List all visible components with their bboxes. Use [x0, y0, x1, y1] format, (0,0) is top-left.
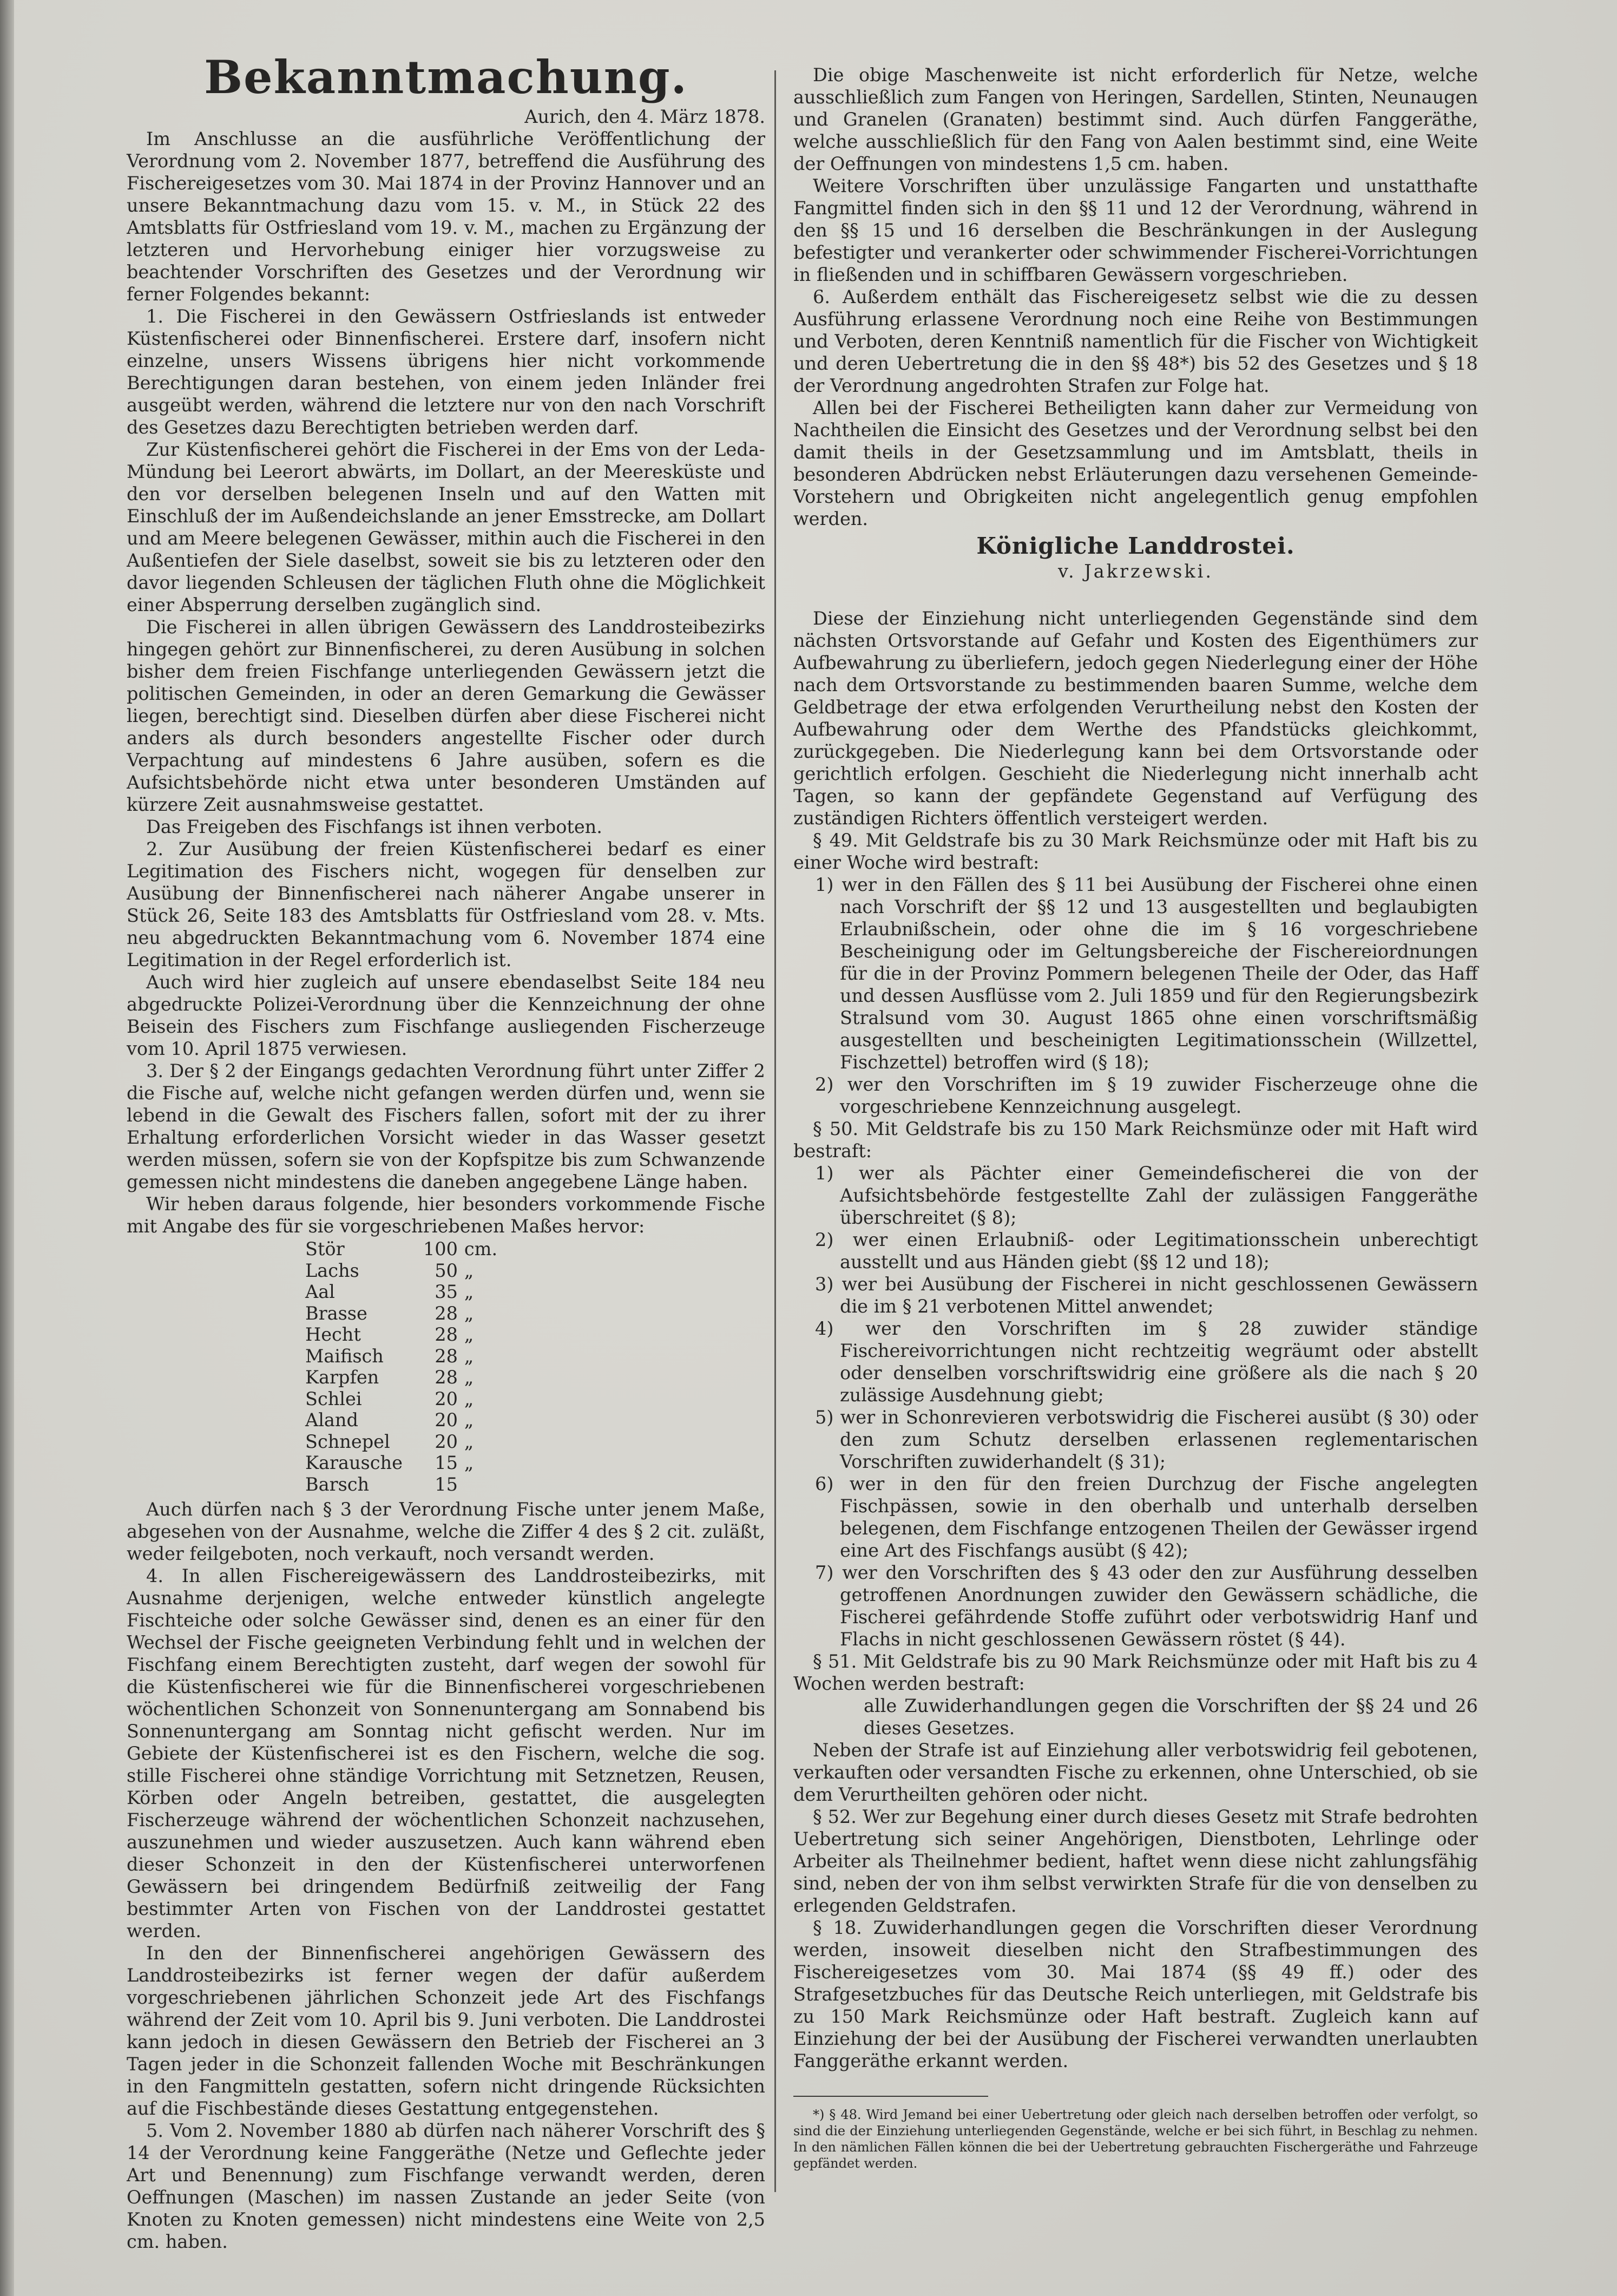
fish-unit: „	[464, 1259, 474, 1281]
signature-organization: Königliche Landdrostei.	[976, 533, 1295, 559]
table-row	[305, 1452, 504, 1474]
footnote-divider	[793, 2096, 988, 2097]
list-item: 5) wer in Schonrevieren verbotswidrig die Fischerei ausübt (§ 30) oder den zum Schutz derselben erlassenen reglementarischen Vorschriften zuwiderhandelt (§ 31);	[815, 1407, 1478, 1472]
table-row	[305, 1474, 504, 1495]
paragraph: § 50. Mit Geldstrafe bis zu 150 Mark Reichsmünze oder mit Haft wird bestraft:	[793, 1118, 1478, 1162]
table-row	[305, 1367, 504, 1388]
fish-unit: „	[464, 1452, 474, 1473]
list-item: 1) wer in den Fällen des § 11 bei Ausübung der Fischerei ohne einen nach Vorschrift der §§ 12 und 13 ausgestellten und beglaubigten Erlaubnißschein, oder ohne die im § 16 vorgeschriebene Bescheinigung oder im Geltungsbereiche der Fischereiordnungen für die in der Provinz Pommern belegenen Theile der Oder, das Haff und dessen Ausflüsse vom 2. Juli 1859 und für den Regierungsbezirk Stralsund vom 30. August 1865 ohne einen vorschriftsmäßig ausgestellten und bescheinigten Legitimationsschein (Willzettel, Fischzettel) betroffen wird (§ 18);	[815, 874, 1478, 1073]
paragraph: Allen bei der Fischerei Betheiligten kann daher zur Vermeidung von Nachtheilen die Einsicht des Gesetzes und der Verordnung selbst bei den damit theils in der Gesetzsammlung und im Amtsblatt, theils in besonderen Abdrücken nebst Erläuterungen dazu versehenen Gemeinde-Vorstehern und Obrigkeiten nicht angelegentlich genug empfohlen werden.	[793, 397, 1478, 529]
table-row	[305, 1324, 504, 1346]
table-row	[305, 1409, 504, 1431]
list-item: 6) wer in den für den freien Durchzug der Fische angelegten Fischpässen, sowie in den oberhalb und unterhalb derselben belegenen, dem Fischfange entzogenen Theilen der Gewässer irgend eine Art des Fischfangs ausübt (§ 42);	[815, 1473, 1478, 1561]
paragraph: Im Anschlusse an die ausführliche Veröffentlichung der Verordnung vom 2. November 1877, betreffend die Ausführung des Fischereigesetzes vom 30. Mai 1874 in der Provinz Hannover und an unsere Bekanntmachung dazu vom 15. v. M., in Stück 22 des Amtsblatts für Ostfriesland vom 19. v. M., machen zu Ergänzung der letzteren und Hervorhebung einiger hier vorzugsweise zu beachtender Vorschriften des Gesetzes und der Verordnung wir ferner Folgendes bekannt:	[127, 128, 765, 305]
paragraph: In den der Binnenfischerei angehörigen Gewässern des Landdrosteibezirks ist ferner wegen der dafür außerdem vorgeschriebenen jährlichen Schonzeit jede Art des Fischfangs während der Zeit vom 10. April bis 9. Juni verboten. Die Landdrostei kann jedoch in diesen Gewässern den Betrieb der Fischerei an 3 Tagen jeder in die Schonzeit fallenden Woche mit Beschränkungen in den Fangmitteln gestatten, sofern nicht dringende Rücksichten auf die Fischbestände dieses Gestattung entgegenstehen.	[127, 1943, 765, 2119]
paragraph: Das Freigeben des Fischfangs ist ihnen verboten.	[146, 816, 602, 837]
paragraph: Weitere Vorschriften über unzulässige Fangarten und unstatthafte Fangmittel finden sich in den §§ 11 und 12 der Verordnung, während in den §§ 15 und 16 derselben die Beschränkungen in der Auslegung befestigter und verankerter oder schwimmender Fischerei-Vorrichtungen in fließenden und in schiffbaren Gewässern vorgeschrieben.	[793, 175, 1478, 285]
paragraph: Die Fischerei in allen übrigen Gewässern des Landdrosteibezirks hingegen gehört zur Binnenfischerei, zu deren Ausübung in solchen bisher dem freien Fischfange unterliegenden Gewässern jetzt die politischen Gemeinden, in oder an deren Gemarkung die Gewässer liegen, berechtigt sind. Dieselben dürfen aber diese Fischerei nicht anders als durch besonders angestellte Fischer oder durch Verpachtung auf mindestens 6 Jahre ausüben, sofern es die Aufsichtsbehörde nicht etwa unter besonderen Umständen auf kürzere Zeit ausnahmsweise gestattet.	[127, 616, 765, 815]
fish-name: Karpfen	[305, 1367, 379, 1388]
table-row	[305, 1388, 504, 1410]
fish-unit: „	[464, 1281, 474, 1302]
paragraph: Wir heben daraus folgende, hier besonders vorkommende Fische mit Angabe des für sie vorgeschriebenen Maßes hervor:	[127, 1193, 765, 1237]
fish-name: Aland	[305, 1409, 358, 1431]
list-item: 3) wer bei Ausübung der Fischerei in nicht geschlossenen Gewässern die im § 21 verbotenen Mittel anwendet;	[815, 1274, 1478, 1317]
fish-name: Maifisch	[305, 1345, 384, 1367]
table-row	[305, 1260, 504, 1282]
fish-name: Schnepel	[305, 1431, 390, 1452]
fish-size: 100	[423, 1238, 458, 1259]
list-item: 1) wer als Pächter einer Gemeindefischerei die von der Aufsichtsbehörde festgestellte Zahl der zulässigen Fanggeräthe überschreitet (§ 8);	[815, 1163, 1478, 1228]
table-row	[305, 1303, 504, 1324]
paragraph: § 51. Mit Geldstrafe bis zu 90 Mark Reichsmünze oder mit Haft bis zu 4 Wochen werden bestraft:	[793, 1651, 1478, 1694]
fish-size: 20	[435, 1388, 458, 1409]
table-row	[305, 1281, 504, 1303]
fish-unit	[464, 1474, 504, 1495]
left-column	[127, 51, 765, 2253]
paragraph: Neben der Strafe ist auf Einziehung aller verbotswidrig feil gebotenen, verkauften oder versandten Fische zu erkennen, ohne Unterschied, ob sie dem Verurtheilten gehören oder nicht.	[793, 1740, 1478, 1805]
paragraph: Auch dürfen nach § 3 der Verordnung Fische unter jenem Maße, abgesehen von der Ausnahme, welche die Ziffer 4 des § 2 cit. zuläßt, weder feilgeboten, noch verkauft, noch versandt werden.	[127, 1499, 765, 1564]
fish-name: Aal	[305, 1281, 335, 1302]
page-edge	[0, 0, 14, 2296]
dateline: Aurich, den 4. März 1878.	[524, 106, 765, 127]
fish-unit: „	[464, 1367, 474, 1388]
list-item: alle Zuwiderhandlungen gegen die Vorschriften der §§ 24 und 26 dieses Gesetzes.	[864, 1695, 1478, 1739]
signature-name: v. Jakrzewski.	[1058, 561, 1213, 582]
fish-name: Brasse	[305, 1302, 367, 1324]
fish-size: 15	[435, 1473, 458, 1495]
fish-unit: „	[464, 1324, 474, 1345]
paragraph: 3. Der § 2 der Eingangs gedachten Verordnung führt unter Ziffer 2 die Fische auf, welche nicht gefangen werden dürfen und, wenn sie lebend in die Gewalt des Fischers fallen, sofort mit der zu ihrer Erhaltung erforderlichen Vorsicht wieder in das Wasser gesetzt werden müssen, sofern sie von der Kopfspitze bis zum Schwanzende gemessen nicht mindestens die daneben angegebene Länge haben.	[127, 1060, 765, 1192]
newspaper-page	[14, 0, 1617, 2296]
fish-size-table	[305, 1238, 504, 1495]
paragraph: 1. Die Fischerei in den Gewässern Ostfrieslands ist entweder Küstenfischerei oder Binnenfischerei. Erstere darf, insofern nicht einzelne, unsers Wissens übrigens hier nicht vorkommende Berechtigungen daran bestehen, von einem jeden Inländer frei ausgeübt werden, während die letztere nur von den nach Vorschrift des Gesetzes dazu Berechtigten betrieben werden darf.	[127, 306, 765, 438]
list-item: 4) wer den Vorschriften im § 28 zuwider ständige Fischereivorrichtungen nicht rechtzeitig wegräumt oder abstellt oder denselben vorschriftswidrig eine größere als die nach § 20 zulässige Ausdehnung giebt;	[815, 1318, 1478, 1406]
table-row	[305, 1346, 504, 1367]
column-divider	[774, 70, 776, 2192]
fish-name: Schlei	[305, 1388, 362, 1409]
list-item: 7) wer den Vorschriften des § 43 oder den zur Ausführung desselben getroffenen Anordnungen zuwider den Gewässern schädliche, die Fischerei gefährdende Stoffe zuführt oder verbotswidrig Hanf und Flachs in nicht geschlossenen Gewässern röstet (§ 44).	[815, 1562, 1478, 1650]
paragraph: 5. Vom 2. November 1880 ab dürfen nach näherer Vorschrift des § 14 der Verordnung keine Fanggeräthe (Netze und Geflechte jeder Art und Benennung) zum Fischfange verwandt werden, deren Oeffnungen (Maschen) im nassen Zustande an jeder Seite (von Knoten zu Knoten gemessen) nicht mindestens eine Weite von 2,5 cm. haben.	[127, 2120, 765, 2252]
list-item: 2) wer einen Erlaubniß- oder Legitimationsschein unberechtigt ausstellt und aus Händen giebt (§§ 12 und 18);	[815, 1229, 1478, 1272]
fish-unit: „	[464, 1431, 474, 1452]
paragraph: 6. Außerdem enthält das Fischereigesetz selbst wie die zu dessen Ausführung erlassene Verordnung noch eine Reihe von Bestimmungen und Verboten, deren Kenntniß namentlich für die Fischer von Wichtigkeit und deren Uebertretung die in den §§ 48*) bis 52 des Gesetzes und § 18 der Verordnung angedrohten Strafen zur Folge hat.	[793, 286, 1478, 396]
fish-size: 28	[435, 1367, 458, 1388]
fish-size: 35	[435, 1281, 458, 1302]
fish-name: Stör	[305, 1238, 345, 1259]
fish-unit: „	[464, 1388, 474, 1409]
fish-name: Hecht	[305, 1324, 361, 1345]
fish-unit: „	[464, 1345, 474, 1367]
fish-unit: „	[464, 1409, 474, 1431]
fish-name: Karausche	[305, 1452, 403, 1473]
table-row	[305, 1431, 504, 1453]
list-item: 2) wer den Vorschriften im § 19 zuwider Fischerzeuge ohne die vorgeschriebene Kennzeichnung ausgelegt.	[815, 1074, 1478, 1117]
paragraph: 4. In allen Fischereigewässern des Landdrosteibezirks, mit Ausnahme derjenigen, welche entweder künstlich angelegte Fischteiche oder solche Gewässer sind, denen es an einer für den Wechsel der Fische geeigneten Verbindung fehlt und in welchen der Fischfang einem Berechtigten zusteht, darf wegen der sowohl für die Küstenfischerei wie für die Binnenfischerei vorgeschriebenen wöchentlichen Schonzeit von Sonnenuntergang am Sonnabend bis Sonnenuntergang am Sonntag nicht gefischt werden. Nur im Gebiete der Küstenfischerei ist es den Fischern, welche die sog. stille Fischerei ohne ständige Vorrichtung mit Setznetzen, Reusen, Körben oder Angeln betreiben, gestattet, die ausgelegten Fischerzeuge während der wöchentlichen Schonzeit nachzusehen, auszunehmen und wieder auszusetzen. Auch kann während eben dieser Schonzeit in den der Küstenfischerei unterworfenen Gewässern bei dringendem Bedürfniß zeitweilig der Fang bestimmter Arten von Fischen von der Landdrostei gestattet werden.	[127, 1565, 765, 1941]
fish-size: 20	[435, 1409, 458, 1431]
fish-size: 15	[435, 1452, 458, 1473]
footnote: *) § 48. Wird Jemand bei einer Uebertretung oder gleich nach derselben betroffen oder verfolgt, so sind die der Einziehung unterliegenden Gegenstände, welche er bei sich führt, in Beschlag zu nehmen. In den nämlichen Fällen können die bei der Uebertretung gebrauchten Fischergeräthe und Fahrzeuge gepfändet werden.	[793, 2107, 1478, 2171]
table-row	[305, 1238, 504, 1260]
fish-unit: „	[464, 1302, 474, 1324]
fish-size: 28	[435, 1345, 458, 1367]
fish-name: Barsch	[305, 1473, 370, 1495]
paragraph: § 52. Wer zur Begehung einer durch dieses Gesetz mit Strafe bedrohten Uebertretung sich seiner Angehörigen, Dienstboten, Lehrlinge oder Arbeiter als Theilnehmer bedient, haftet wenn diese nicht zahlungsfähig sind, neben der von ihm selbst verwirkten Strafe für die von denselben zu erlegenden Geldstrafen.	[793, 1806, 1478, 1916]
paragraph: Zur Küstenfischerei gehört die Fischerei in der Ems von der Leda-Mündung bei Leerort abwärts, im Dollart, an der Meeresküste und den vor derselben belegenen Inseln und auf den Watten mit Einschluß der im Außendeichslande an jener Emsstrecke, am Dollart und am Meere belegenen Gewässer, mithin auch die Fischerei in den Außentiefen der Siele daselbst, soweit sie bis zu letzteren oder den davor liegenden Schleusen der täglichen Fluth ohne die Möglichkeit einer Absperrung derselben zugänglich sind.	[127, 439, 765, 615]
paragraph: Auch wird hier zugleich auf unsere ebendaselbst Seite 184 neu abgedruckte Polizei-Verordnung über die Kennzeichnung der ohne Beisein des Fischers zum Fischfange ausliegenden Fischerzeuge vom 10. April 1875 verwiesen.	[127, 972, 765, 1059]
page-title: Bekanntmachung.	[204, 50, 688, 104]
fish-size: 20	[435, 1431, 458, 1452]
fish-size: 50	[435, 1259, 458, 1281]
fish-name: Lachs	[305, 1259, 359, 1281]
paragraph: Die obige Maschenweite ist nicht erforderlich für Netze, welche ausschließlich zum Fangen von Heringen, Sardellen, Stinten, Neunaugen und Granelen (Granaten) bestimmt sind. Auch dürfen Fanggeräthe, welche ausschließlich für den Fang von Aalen bestimmt sind, eine Weite der Oeffnungen von mindestens 1,5 cm. haben.	[793, 64, 1478, 174]
fish-size: 28	[435, 1324, 458, 1345]
right-column	[793, 64, 1478, 2172]
paragraph: § 49. Mit Geldstrafe bis zu 30 Mark Reichsmünze oder mit Haft bis zu einer Woche wird bestraft:	[793, 830, 1478, 873]
paragraph: Diese der Einziehung nicht unterliegenden Gegenstände sind dem nächsten Ortsvorstande auf Gefahr und Kosten des Eigenthümers zur Aufbewahrung zu überliefern, jedoch gegen Niederlegung einer der Höhe nach dem Ortsvorstande zu bestimmenden baaren Summe, welche dem Geldbetrage der etwa erfolgenden Verurtheilung nebst den Kosten der Aufbewahrung oder dem Werthe des Pfandstücks gleichkommt, zurückgegeben. Die Niederlegung kann bei dem Ortsvorstande oder gerichtlich erfolgen. Geschieht die Niederlegung nicht innerhalb acht Tagen, so kann der gepfändete Gegenstand auf Verfügung des zuständigen Richters öffentlich versteigert werden.	[793, 608, 1478, 829]
paragraph: 2. Zur Ausübung der freien Küstenfischerei bedarf es einer Legitimation des Fischers nicht, wogegen für denselben zur Ausübung der Binnenfischerei nach näherer Angabe unserer in Stück 26, Seite 183 des Amtsblatts für Ostfriesland vom 28. v. Mts. neu abgedruckten Bekanntmachung vom 6. November 1874 eine Legitimation in der Regel erforderlich ist.	[127, 838, 765, 970]
fish-unit: cm.	[464, 1238, 498, 1259]
paragraph: § 18. Zuwiderhandlungen gegen die Vorschriften dieser Verordnung werden, insoweit dieselben nicht den Strafbestimmungen des Fischereigesetzes vom 30. Mai 1874 (§§ 49 ff.) oder des Strafgesetzbuches für das Deutsche Reich unterliegen, mit Geldstrafe bis zu 150 Mark Reichsmünze oder Haft bestraft. Zugleich kann auf Einziehung der bei der Ausübung der Fischerei verwandten unerlaubten Fanggeräthe erkannt werden.	[793, 1917, 1478, 2071]
fish-size: 28	[435, 1302, 458, 1324]
